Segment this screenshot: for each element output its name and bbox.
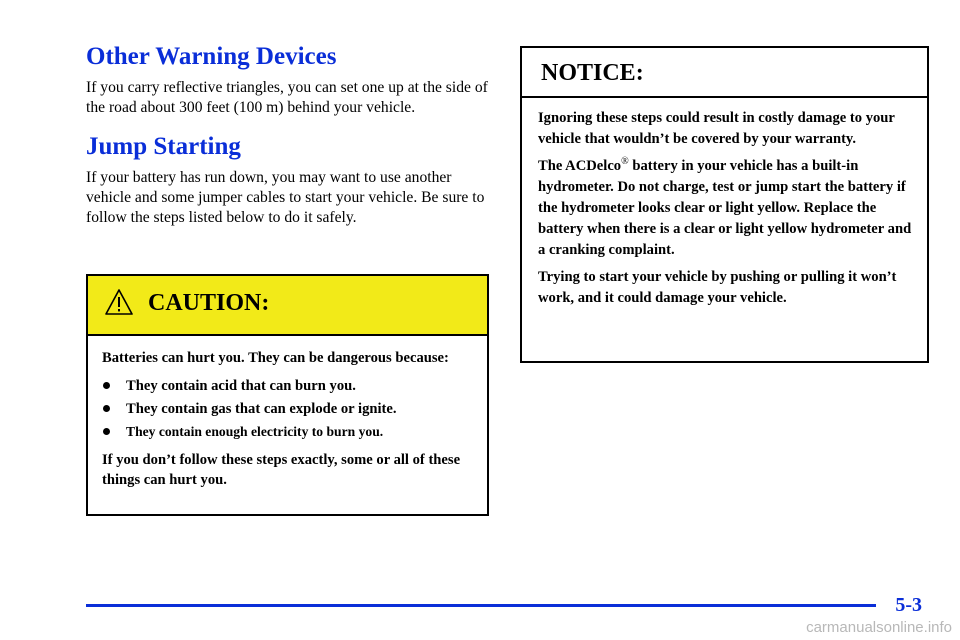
notice-text: battery in your vehicle has a built-in hydrometer. Do not charge, test or jump start the battery if the hydrometer looks clear or light yellow. Replace the battery when there is a clear or light yellow hydrometer and a cranking complaint. <box>538 158 912 258</box>
heading-other-warning-devices: Other Warning Devices <box>86 43 337 70</box>
page-number: 5-3 <box>895 594 922 616</box>
caution-box <box>86 274 489 516</box>
caution-body <box>88 336 487 490</box>
list-item <box>102 422 473 442</box>
list-item-text: They contain enough electricity to burn you. <box>126 424 384 439</box>
caution-outro: If you don’t follow these steps exactly, some or all of these things can hurt you. <box>102 452 461 488</box>
paragraph-reflective-triangles: If you carry reflective triangles, you can set one up at the side of the road about 300 feet (100 m) behind your vehicle. <box>86 79 488 116</box>
bullet-icon <box>103 382 110 389</box>
footer-rule <box>86 604 876 607</box>
heading-jump-starting: Jump Starting <box>86 133 241 160</box>
registered-mark: ® <box>621 156 629 168</box>
bullet-icon <box>103 428 110 435</box>
notice-paragraph-warranty: Ignoring these steps could result in costly damage to your vehicle that wouldn’t be covered by your warranty. <box>538 110 895 147</box>
caution-intro: Batteries can hurt you. They can be dangerous because: <box>102 350 449 366</box>
notice-paragraph-push-start: Trying to start your vehicle by pushing or pulling it won’t work, and it could damage your vehicle. <box>538 269 897 306</box>
list-item <box>102 399 473 419</box>
left-column <box>86 40 492 228</box>
notice-text: The ACDelco <box>538 158 622 174</box>
list-item <box>102 376 473 396</box>
notice-header <box>522 48 927 98</box>
notice-body <box>522 98 927 309</box>
caution-list <box>102 376 473 442</box>
caution-title: CAUTION: <box>148 290 270 316</box>
notice-paragraph-hydrometer <box>538 156 913 261</box>
notice-box <box>520 46 929 363</box>
bullet-icon <box>103 405 110 412</box>
warning-triangle-icon <box>104 288 134 316</box>
notice-title: NOTICE: <box>541 60 644 86</box>
list-item-text: They contain gas that can explode or ignite. <box>126 401 397 417</box>
watermark: carmanualsonline.info <box>806 619 952 636</box>
caution-header <box>88 276 487 336</box>
list-item-text: They contain acid that can burn you. <box>126 378 356 394</box>
paragraph-jump-starting: If your battery has run down, you may want to use another vehicle and some jumper cables to start your vehicle. Be sure to follow the steps listed below to do it safely. <box>86 169 485 226</box>
